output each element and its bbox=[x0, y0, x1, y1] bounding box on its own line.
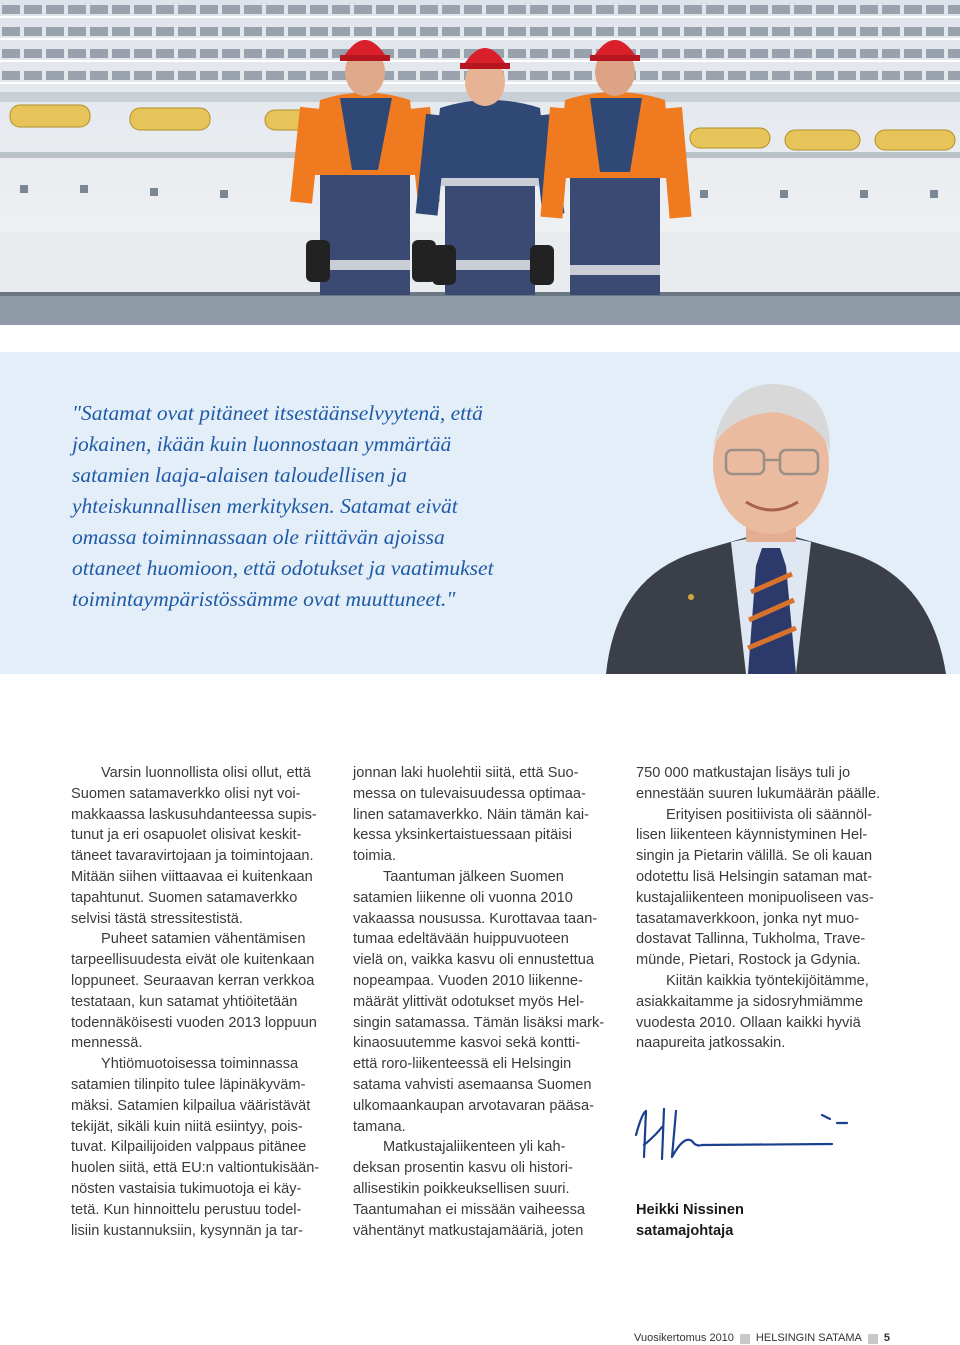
quote-line: jokainen, ikään kuin luonnostaan ymmärtää bbox=[72, 432, 452, 456]
quote-line: satamien laaja-alaisen taloudellisen ja bbox=[72, 463, 408, 487]
paragraph-line: vuodesta 2010. Ollaan kaikki hyviä bbox=[636, 1014, 861, 1031]
paragraph-line: nopeampaa. Vuoden 2010 liikenne- bbox=[353, 972, 583, 989]
quote-line: toimintaympäristössämme ovat muuttuneet." bbox=[72, 587, 456, 611]
paragraph-line: Puheet satamien vähentämisen bbox=[101, 931, 306, 948]
paragraph-line: vakaassa nousussa. Kurottavaa taan- bbox=[353, 910, 598, 927]
quote-band bbox=[0, 352, 960, 674]
signer-name: Heikki Nissinen bbox=[636, 1202, 744, 1218]
separator-square-icon bbox=[740, 1334, 750, 1344]
body-column-1 bbox=[71, 763, 337, 1241]
paragraph-line: että roro-liikenteessä eli Helsingin bbox=[353, 1056, 572, 1073]
paragraph-line: mäksi. Satamien kilpailua vääristävät bbox=[71, 1097, 311, 1114]
paragraph-line: kustajaliikenteen monipuoliseen vas- bbox=[636, 889, 874, 906]
paragraph-line: täneet tavaravirtojaan ja toimintojaan. bbox=[71, 848, 314, 865]
footer-organization: HELSINGIN SATAMA bbox=[755, 1332, 862, 1344]
paragraph-line: todennäköisesti vuoden 2013 loppuun bbox=[71, 1014, 317, 1031]
paragraph-line: loppuneet. Seuraavan kerran verkkoa bbox=[71, 972, 315, 989]
body-column-2 bbox=[353, 763, 608, 1241]
paragraph-line: kessa yksinkertaistuessaan pitäisi bbox=[353, 827, 573, 844]
pull-quote bbox=[72, 398, 592, 615]
paragraph-line: mennessä. bbox=[71, 1035, 143, 1052]
paragraph-line: ulkomaankaupan arvotavaran pääsa- bbox=[353, 1097, 594, 1114]
paragraph-line: Yhtiömuotoisessa toiminnassa bbox=[101, 1056, 299, 1073]
paragraph-line: vielä on, vaikka kasvu oli ennustettua bbox=[353, 952, 594, 969]
paragraph-line: Suomen satamaverkko olisi nyt voi- bbox=[71, 785, 301, 802]
paragraph-line: allisestikin poikkeuksellisen suuri. bbox=[353, 1180, 570, 1197]
paragraph-line: Erityisen positiivista oli säännöl- bbox=[666, 806, 873, 823]
page-number: 5 bbox=[883, 1332, 890, 1344]
paragraph-line: huolen siitä, että EU:n valtiontukisään- bbox=[71, 1160, 320, 1177]
paragraph-line: Mitään siihen viittaavaa ei kuitenkaan bbox=[71, 868, 313, 885]
paragraph-line: tasatamaverkkoon, jonka nyt muo- bbox=[636, 910, 860, 927]
paragraph-line: Taantuman jälkeen Suomen bbox=[383, 868, 564, 885]
quote-line: "Satamat ovat pitäneet itsestäänselvyytenä, että bbox=[72, 401, 483, 425]
signer-title: satamajohtaja bbox=[636, 1223, 734, 1239]
quote-line: omassa toiminnassaan ole riittävän ajoissa bbox=[72, 525, 445, 549]
paragraph-line: deksan prosentin kasvu oli histori- bbox=[353, 1160, 573, 1177]
footer-publication: Vuosikertomus 2010 bbox=[634, 1332, 734, 1344]
paragraph-line: tumaa edeltävään huippuvuoteen bbox=[353, 931, 569, 948]
harbor-workers-illustration bbox=[0, 0, 960, 325]
paragraph-line: tapahtunut. Suomen satamaverkko bbox=[71, 889, 298, 906]
paragraph-line: Kiitän kaikkia työntekijöitämme, bbox=[666, 972, 869, 989]
paragraph-line: kinaosuutemme kasvoi sekä kontti- bbox=[353, 1035, 581, 1052]
paragraph-line: määrät ylittivät odotukset myös Hel- bbox=[353, 993, 585, 1010]
paragraph-line: tunut ja eri osapuolet olisivat keskit- bbox=[71, 827, 302, 844]
paragraph-line: tarpeellisuudesta eivät ole kuitenkaan bbox=[71, 952, 315, 969]
paragraph-line: asiakkaitamme ja sidosryhmiämme bbox=[636, 993, 864, 1010]
paragraph-line: makkaassa laskusuhdanteessa supis- bbox=[71, 806, 317, 823]
paragraph-line: testataan, kun satamat yhtiöitetään bbox=[71, 993, 298, 1010]
paragraph-line: vähentänyt matkustajamääriä, joten bbox=[353, 1222, 584, 1239]
paragraph-line: satamien liikenne oli vuonna 2010 bbox=[353, 889, 573, 906]
paragraph-line: jonnan laki huolehtii siitä, että Suo- bbox=[353, 765, 579, 781]
paragraph-line: Matkustajaliikenteen yli kah- bbox=[383, 1139, 566, 1156]
paragraph-line: lisen liikenteen käynnistyminen Hel- bbox=[636, 827, 868, 844]
page-footer bbox=[634, 1332, 890, 1345]
paragraph-line: satama vahvisti asemaansa Suomen bbox=[353, 1076, 592, 1093]
paragraph-line: selvisi tästä stressitestistä. bbox=[71, 910, 243, 927]
paragraph-line: satamien tilinpito tulee läpinäkyväm- bbox=[71, 1076, 306, 1093]
paragraph-line: singin ja Pietarin välillä. Se oli kauan bbox=[636, 848, 873, 865]
paragraph-line: Varsin luonnollista olisi ollut, että bbox=[101, 765, 311, 781]
separator-square-icon bbox=[868, 1334, 878, 1344]
paragraph-line: dostavat Tallinna, Tukholma, Trave- bbox=[636, 931, 866, 948]
paragraph-line: odotettu lisä Helsingin sataman mat- bbox=[636, 868, 873, 885]
paragraph-line: Taantumahan ei missään vaiheessa bbox=[353, 1201, 586, 1218]
hero-photo bbox=[0, 0, 960, 325]
handwritten-signature bbox=[632, 1105, 852, 1163]
paragraph-line: linen satamaverkko. Näin tämän kai- bbox=[353, 806, 590, 823]
quote-line: ottaneet huomioon, että odotukset ja vaatimukset bbox=[72, 556, 494, 580]
paragraph-line: singin satamassa. Tämän lisäksi mark- bbox=[353, 1014, 605, 1031]
body-column-3 bbox=[636, 763, 898, 1054]
quote-line: yhteiskunnallisen merkityksen. Satamat eivät bbox=[72, 494, 458, 518]
paragraph-line: nösten vastaisia tukimuotoja ei käy- bbox=[71, 1180, 302, 1197]
paragraph-line: lisiin kustannuksiin, kysynnän ja tar- bbox=[71, 1222, 303, 1239]
paragraph-line: tetä. Kun hinnoittelu perustuu todel- bbox=[71, 1201, 302, 1218]
paragraph-line: toimia. bbox=[353, 848, 396, 865]
portrait-photo bbox=[586, 352, 960, 674]
paragraph-line: naapureita jatkossakin. bbox=[636, 1035, 786, 1052]
paragraph-line: ennestään suuren lukumäärän päälle. bbox=[636, 785, 881, 802]
paragraph-line: tamana. bbox=[353, 1118, 406, 1135]
paragraph-line: tuvat. Kilpailijoiden valppaus pitänee bbox=[71, 1139, 307, 1156]
paragraph-line: messa on tulevaisuudessa optimaa- bbox=[353, 785, 586, 802]
paragraph-line: münde, Pietari, Rostock ja Gdynia. bbox=[636, 952, 861, 969]
paragraph-line: tekijät, sikäli kuin niitä esiintyy, pois- bbox=[71, 1118, 303, 1135]
paragraph-line: 750 000 matkustajan lisäys tuli jo bbox=[636, 765, 851, 781]
